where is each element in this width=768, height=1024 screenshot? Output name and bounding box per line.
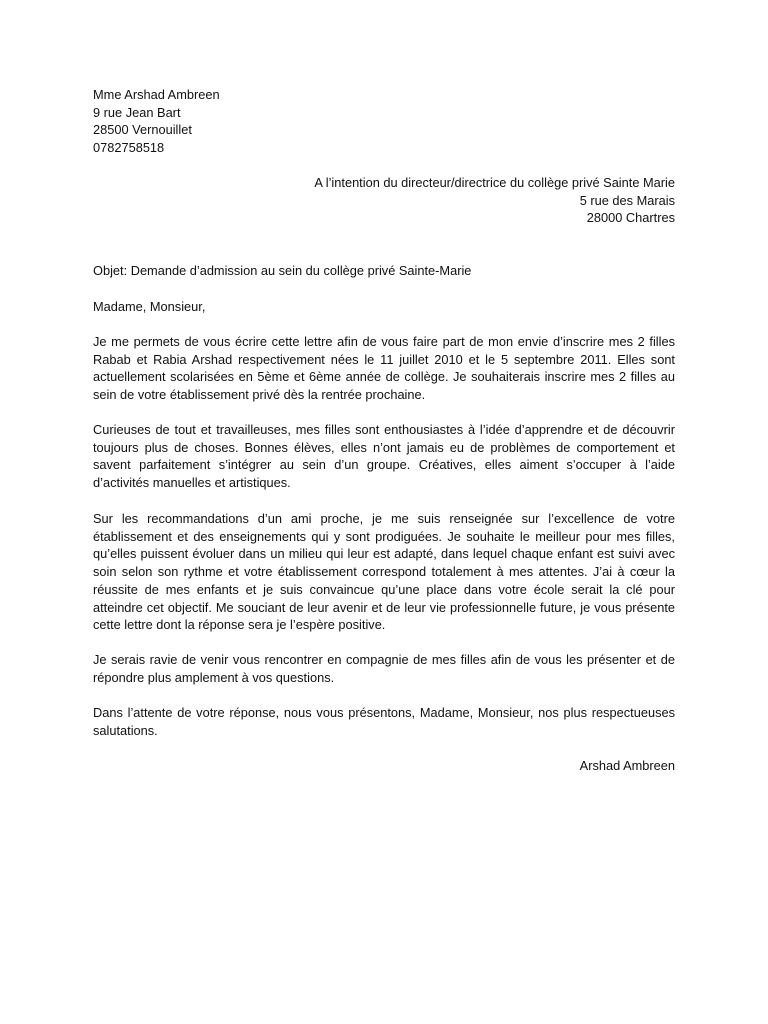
sender-city: 28500 Vernouillet (93, 122, 192, 138)
body-paragraph-1: Je me permets de vous écrire cette lettre afin de vous faire part de mon envie d’inscrire mes 2 filles Rabab et Rabia Arshad respectivement nées le 11 juillet 2010 et le 5 septembre 2011. Elles sont actuellement scolarisées en 5ème et 6ème année de collège. Je souhaiterais inscrire mes 2 filles au sein de votre établissement privé dès la rentrée prochaine. (93, 334, 675, 403)
body-paragraph-3: Sur les recommandations d’un ami proche, je me suis renseignée sur l’excellence de votre établissement et des enseignements qui y sont prodiguées. Je souhaite le meilleur pour mes filles, qu’elles puissent évoluer dans un milieu qui leur est adapté, dans lequel chaque enfant est suivi avec soin selon son rythme et votre établissement correspond totalement à mes attentes. J’ai à cœur la réussite de mes enfants et je suis convaincue qu’une place dans votre école serait la clé pour atteindre cet objectif. Me souciant de leur avenir et de leur vie professionnelle future, je vous présente cette lettre dont la réponse sera je l’espère positive. (93, 511, 675, 633)
body-paragraph-2: Curieuses de tout et travailleuses, mes filles sont enthousiastes à l’idée d’apprendre et de découvrir toujours plus de choses. Bonnes élèves, elles n’ont jamais eu de problèmes de comportement et savent parfaitement s’intégrer au sein d’un groupe. Créatives, elles aiment s’occuper à l’aide d’activités manuelles et artistiques. (93, 422, 675, 491)
recipient-address-block (93, 174, 675, 227)
signature: Arshad Ambreen (579, 758, 675, 773)
body-paragraph-5: Dans l’attente de votre réponse, nous vous présentons, Madame, Monsieur, nos plus respectueuses salutations. (93, 705, 675, 738)
recipient-line-1: A l’intention du directeur/directrice du collège privé Sainte Marie (314, 175, 675, 190)
letter-salutation: Madame, Monsieur, (93, 299, 206, 314)
letter-subject: Objet: Demande d’admission au sein du collège privé Sainte-Marie (93, 263, 472, 278)
sender-name: Mme Arshad Ambreen (93, 87, 220, 102)
recipient-line-2: 5 rue des Marais (579, 192, 675, 208)
sender-phone: 0782758518 (93, 140, 165, 156)
sender-address-block (93, 86, 675, 157)
recipient-line-3: 28000 Chartres (586, 210, 675, 226)
body-paragraph-4: Je serais ravie de venir vous rencontrer en compagnie de mes filles afin de vous les présenter et de répondre plus amplement à vos questions. (93, 652, 675, 685)
sender-street: 9 rue Jean Bart (93, 104, 181, 120)
